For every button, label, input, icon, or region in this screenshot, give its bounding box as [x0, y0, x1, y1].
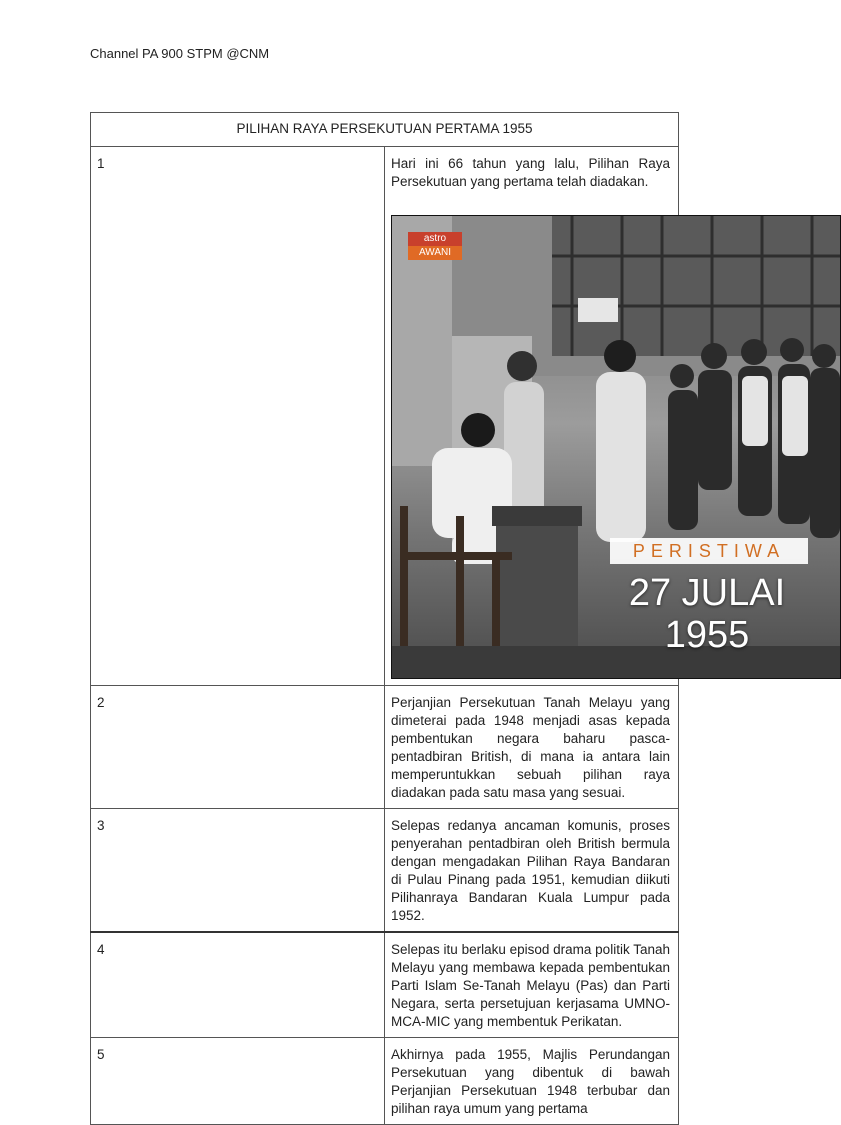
row-content: [385, 147, 786, 686]
document-header: Channel PA 900 STPM @CNM: [90, 46, 270, 61]
content-table: [90, 112, 786, 1125]
table-row: [91, 147, 679, 686]
table-row: [91, 932, 679, 1038]
row-text: Akhirnya pada 1955, Majlis Perundangan Persekutuan yang dibentuk di bawah Perjanjian Persekutuan 1948 terbubar dan pilihan raya umum yang pertama: [385, 1038, 679, 1125]
row-text: Hari ini 66 tahun yang lalu, Pilihan Raya Persekutuan yang pertama telah diadakan.: [391, 156, 670, 189]
event-tag: PERISTIWA: [610, 538, 808, 564]
event-date-line-1: 27 JULAI: [628, 572, 786, 614]
event-date: [582, 572, 832, 656]
row-number: 5: [91, 1038, 385, 1125]
table-row: [91, 1038, 679, 1125]
table-title: PILIHAN RAYA PERSEKUTUAN PERTAMA 1955: [91, 113, 679, 147]
row-number: 3: [91, 809, 385, 933]
event-date-line-2: 1955: [664, 614, 750, 656]
table-row: [91, 809, 679, 933]
astro-awani-logo: [408, 232, 462, 260]
row-number: 2: [91, 686, 385, 809]
row-text: Perjanjian Persekutuan Tanah Melayu yang dimeterai pada 1948 menjadi asas kepada pembentukan negara baharu pasca-pentadbiran British, di mana ia antara lain memperuntukkan sebuah pilihan raya diadakan pada satu masa yang sesuai.: [385, 686, 679, 809]
logo-line-2: AWANI: [408, 246, 462, 260]
election-photo: [391, 215, 841, 679]
row-number: 4: [91, 932, 385, 1038]
table-title-row: [91, 113, 679, 147]
row-number: 1: [91, 147, 385, 686]
table-row: [91, 686, 679, 809]
row-text: Selepas itu berlaku episod drama politik Tanah Melayu yang membawa kepada pembentukan Parti Islam Se-Tanah Melayu (Pas) dan Parti Negara, serta persetujuan kerjasama UMNO-MCA-MIC yang membentuk Perikatan.: [385, 932, 679, 1038]
row-text: Selepas redanya ancaman komunis, proses penyerahan pentadbiran oleh British bermula dengan mengadakan Pilihan Raya Bandaran di Pulau Pinang pada 1951, kemudian diikuti Pilihanraya Bandaran Kuala Lumpur pada 1952.: [385, 809, 679, 933]
logo-line-1: astro: [408, 232, 462, 246]
